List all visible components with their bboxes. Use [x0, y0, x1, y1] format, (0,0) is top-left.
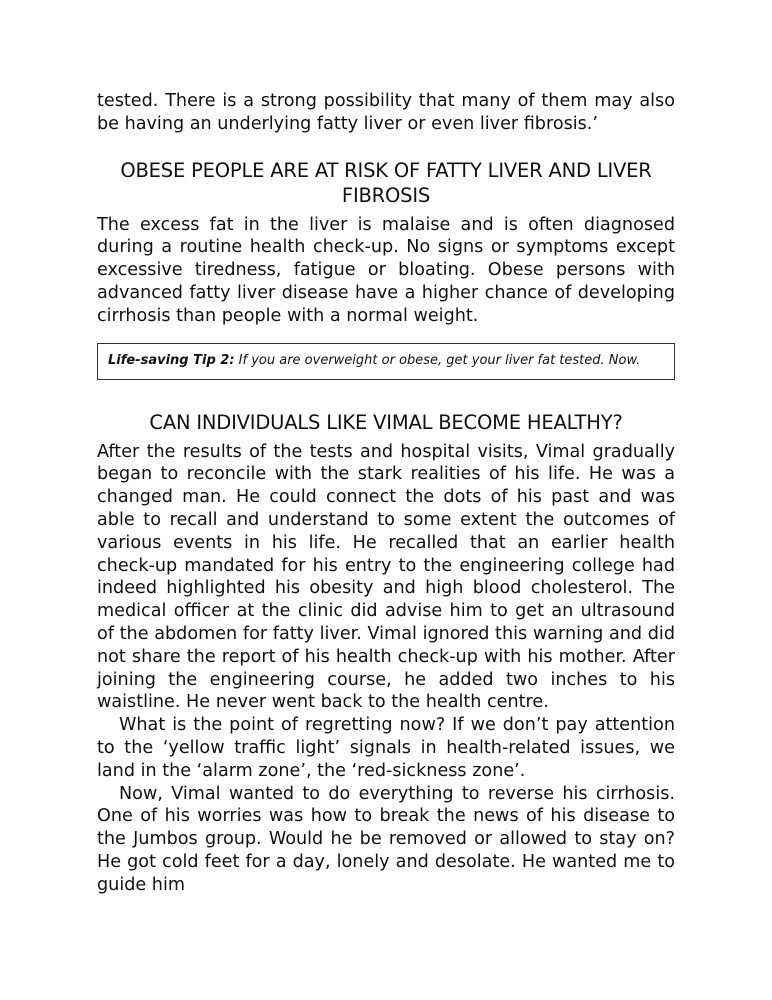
page-content [97, 90, 675, 897]
section-heading-obesity-risk: OBESE PEOPLE ARE AT RISK OF FATTY LIVER AND LIVER FIBROSIS [120, 158, 652, 207]
section-heading-become-healthy: CAN INDIVIDUALS LIKE VIMAL BECOME HEALTHY? [149, 410, 623, 434]
vimal-story-paragraph: After the results of the tests and hospital visits, Vimal gradually began to reconcile with the stark realities of his life. He was a changed man. He could connect the dots of his past and was able to recall and understand to some extent the outcomes of various events in his life. He recalled that an earlier health check-up mandated for his entry to the engineering college had indeed highlighted his obesity and high blood cholesterol. The medical officer at the clinic did advise him to get an ultrasound of the abdomen for fatty liver. Vimal ignored this warning and did not share the report of his health check-up with his mother. After joining the engineering course, he added two inches to his waistline. He never went back to the health centre. [97, 441, 675, 713]
reverse-cirrhosis-paragraph: Now, Vimal wanted to do everything to reverse his cirrhosis. One of his worries was how to break the news of his disease to the Jumbos group. Would he be removed or allowed to stay on? He got cold feet for a day, lonely and desolate. He wanted me to guide him [97, 783, 675, 895]
regret-paragraph: What is the point of regretting now? If we don’t pay attention to the ‘yellow traffic light’ signals in health-related issues, we land in the ‘alarm zone’, the ‘red-sickness zone’. [97, 715, 675, 781]
tip-label: Life-saving Tip 2: [108, 352, 235, 368]
tip-text: If you are overweight or obese, get your liver fat tested. Now. [234, 352, 641, 368]
intro-paragraph: tested. There is a strong possibility that many of them may also be having an underlying fatty liver or even liver fibrosis.’ [97, 91, 675, 134]
obesity-risk-paragraph: The excess fat in the liver is malaise and is often diagnosed during a routine health check-up. No signs or symptoms except excessive tiredness, fatigue or bloating. Obese persons with advanced fatty liver disease have a higher chance of developing cirrhosis than people with a normal weight. [97, 214, 675, 326]
life-saving-tip-box [97, 343, 675, 380]
